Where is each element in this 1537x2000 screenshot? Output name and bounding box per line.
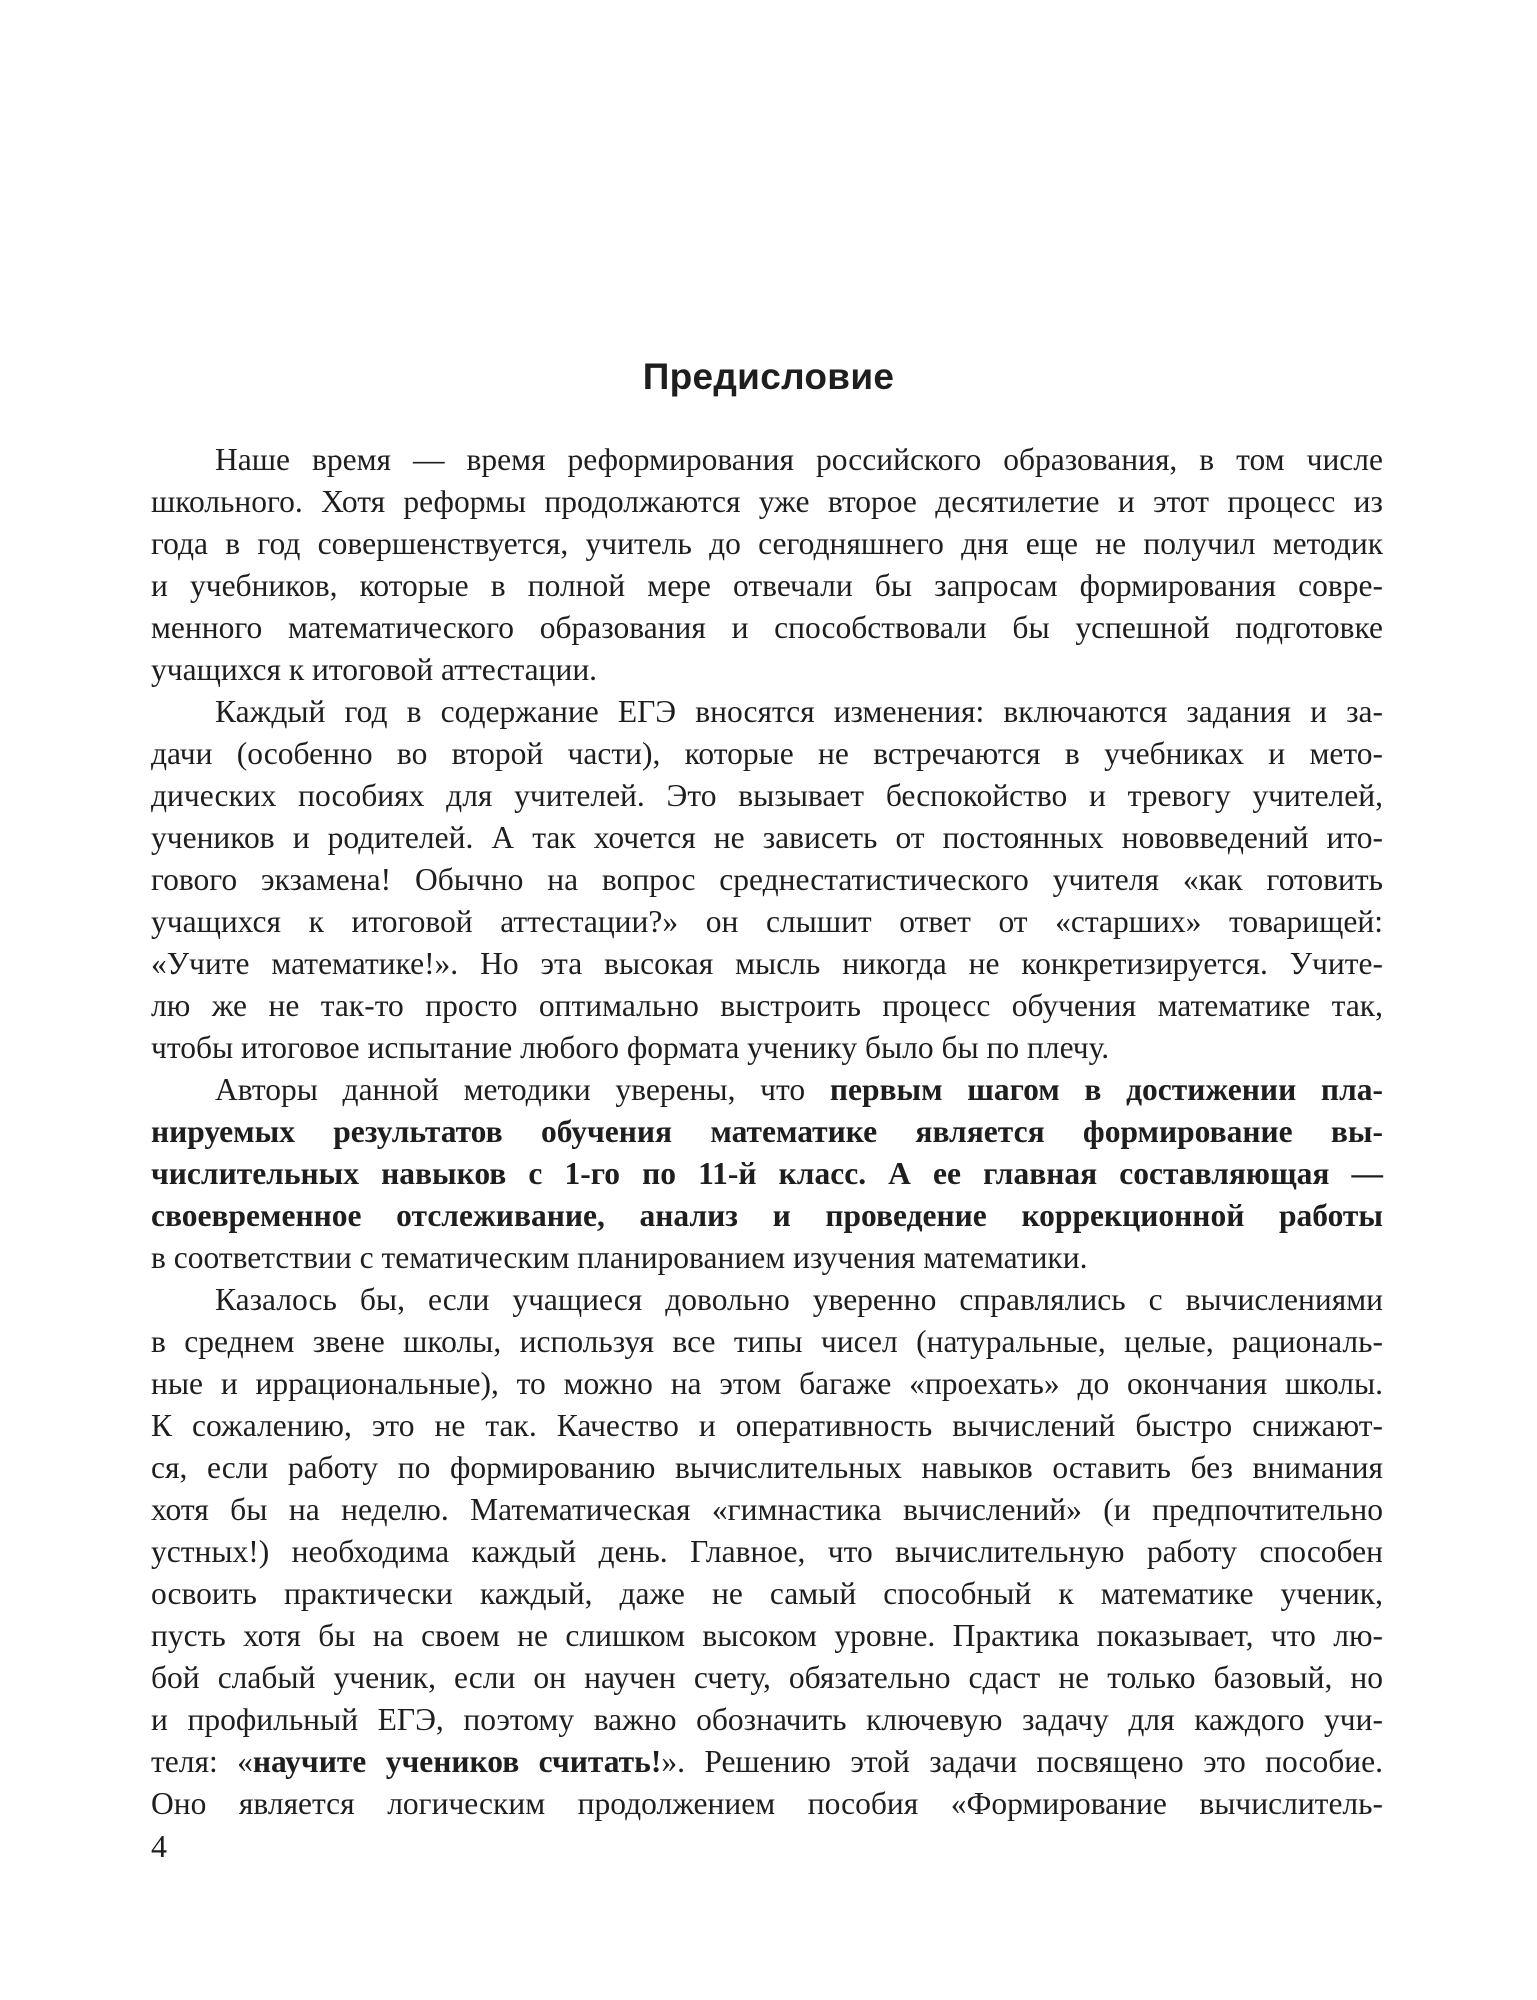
- paragraph-4-line-8: [151, 1574, 1383, 1614]
- text-run: ». Решению этой задачи посвящено это пособие.: [661, 1744, 1383, 1779]
- bold-text-run: нируемых результатов обучения математике является формирование вы-: [151, 1114, 1383, 1149]
- paragraph-3-line-2: [151, 1112, 1383, 1152]
- paragraph-4-line-3: [151, 1364, 1383, 1404]
- text-run: года в год совершенствуется, учитель до сегодняшнего дня еще не получил методик: [151, 526, 1383, 561]
- text-run: ные и иррациональные), то можно на этом багаже «проехать» до окончания школы.: [151, 1366, 1383, 1401]
- text-run: Авторы данной методики уверены, что: [215, 1072, 830, 1107]
- bold-text-run: числительных навыков с 1-го по 11-й класс. А ее главная составляющая —: [151, 1156, 1383, 1191]
- paragraph-4-line-7: [151, 1532, 1383, 1572]
- paragraph-3-line-4: [151, 1196, 1383, 1236]
- text-run: Каждый год в содержание ЕГЭ вносятся изменения: включаются задания и за-: [215, 694, 1383, 729]
- paragraph-1-line-6: [151, 650, 1383, 690]
- paragraph-4-line-9: [151, 1616, 1383, 1656]
- paragraph-4-line-13: [151, 1784, 1383, 1824]
- text-run: дачи (особенно во второй части), которые не встречаются в учебниках и мето-: [151, 736, 1383, 771]
- text-run: устных!) необходима каждый день. Главное, что вычислительную работу способен: [151, 1534, 1383, 1569]
- text-run: Казалось бы, если учащиеся довольно уверенно справлялись с вычислениями: [215, 1282, 1383, 1317]
- paragraph-2-line-5: [151, 860, 1383, 900]
- paragraph-4-line-6: [151, 1490, 1383, 1530]
- bold-text-run: научите учеников считать!: [252, 1744, 662, 1779]
- paragraph-4-line-11: [151, 1700, 1383, 1740]
- text-run: хотя бы на неделю. Математическая «гимнастика вычислений» (и предпочтительно: [151, 1492, 1383, 1527]
- paragraph-3-line-1: [215, 1070, 1383, 1110]
- page-number: 4: [151, 1828, 167, 1864]
- paragraph-4-line-4: [151, 1406, 1383, 1446]
- page-title: Предисловие: [642, 356, 895, 397]
- text-run: теля: «: [151, 1744, 253, 1779]
- paragraph-1-line-4: [151, 566, 1383, 606]
- text-run: менного математического образования и способствовали бы успешной подготовке: [151, 610, 1383, 645]
- text-run: Оно является логическим продолжением пособия «Формирование вычислитель-: [151, 1786, 1383, 1821]
- paragraph-2-line-3: [151, 776, 1383, 816]
- paragraph-1-line-5: [151, 608, 1383, 648]
- paragraph-3-line-3: [151, 1154, 1383, 1194]
- paragraph-2-line-6: [151, 902, 1383, 942]
- text-run: дических пособиях для учителей. Это вызывает беспокойство и тревогу учителей,: [151, 778, 1383, 813]
- paragraph-1-line-3: [151, 524, 1383, 564]
- text-run: чтобы итоговое испытание любого формата ученику было бы по плечу.: [151, 1030, 1110, 1065]
- text-run: гового экзамена! Обычно на вопрос среднестатистического учителя «как готовить: [151, 862, 1383, 897]
- text-run: пусть хотя бы на своем не слишком высоком уровне. Практика показывает, что лю-: [151, 1618, 1383, 1653]
- paragraph-2-line-7: [151, 944, 1383, 984]
- paragraph-2-line-2: [151, 734, 1383, 774]
- paragraph-4-line-5: [151, 1448, 1383, 1488]
- paragraph-2-line-4: [151, 818, 1383, 858]
- text-run: учащихся к итоговой аттестации?» он слышит ответ от «старших» товарищей:: [151, 904, 1383, 939]
- paragraph-2-line-9: [151, 1028, 1383, 1068]
- text-run: учеников и родителей. А так хочется не зависеть от постоянных нововведений ито-: [151, 820, 1383, 855]
- paragraph-4-line-12: [151, 1742, 1383, 1782]
- text-run: в соответствии с тематическим планированием изучения математики.: [151, 1240, 1088, 1275]
- text-run: освоить практически каждый, даже не самый способный к математике ученик,: [151, 1576, 1383, 1611]
- paragraph-4-line-2: [151, 1322, 1383, 1362]
- text-run: Наше время — время реформирования российского образования, в том числе: [215, 442, 1383, 477]
- text-run: лю же не так-то просто оптимально выстроить процесс обучения математике так,: [151, 988, 1383, 1023]
- paragraph-4-line-1: [215, 1280, 1383, 1320]
- paragraph-2-line-8: [151, 986, 1383, 1026]
- text-run: «Учите математике!». Но эта высокая мысль никогда не конкретизируется. Учите-: [151, 946, 1383, 981]
- paragraph-3-line-5: [151, 1238, 1383, 1278]
- text-run: учащихся к итоговой аттестации.: [151, 652, 598, 687]
- paragraph-1-line-1: [215, 440, 1383, 480]
- text-run: школьного. Хотя реформы продолжаются уже второе десятилетие и этот процесс из: [151, 484, 1383, 519]
- text-run: ся, если работу по формированию вычислительных навыков оставить без внимания: [151, 1450, 1383, 1485]
- paragraph-2-line-1: [215, 692, 1383, 732]
- text-run: и учебников, которые в полной мере отвечали бы запросам формирования совре-: [151, 568, 1383, 603]
- text-run: в среднем звене школы, используя все типы чисел (натуральные, целые, рациональ-: [151, 1324, 1383, 1359]
- text-run: и профильный ЕГЭ, поэтому важно обозначить ключевую задачу для каждого учи-: [151, 1702, 1383, 1737]
- bold-text-run: своевременное отслеживание, анализ и проведение коррекционной работы: [151, 1198, 1383, 1233]
- paragraph-1-line-2: [151, 482, 1383, 522]
- text-run: бой слабый ученик, если он научен счету, обязательно сдаст не только базовый, но: [151, 1660, 1383, 1695]
- bold-text-run: первым шагом в достижении пла-: [829, 1072, 1383, 1107]
- paragraph-4-line-10: [151, 1658, 1383, 1698]
- text-run: К сожалению, это не так. Качество и оперативность вычислений быстро снижают-: [151, 1408, 1383, 1443]
